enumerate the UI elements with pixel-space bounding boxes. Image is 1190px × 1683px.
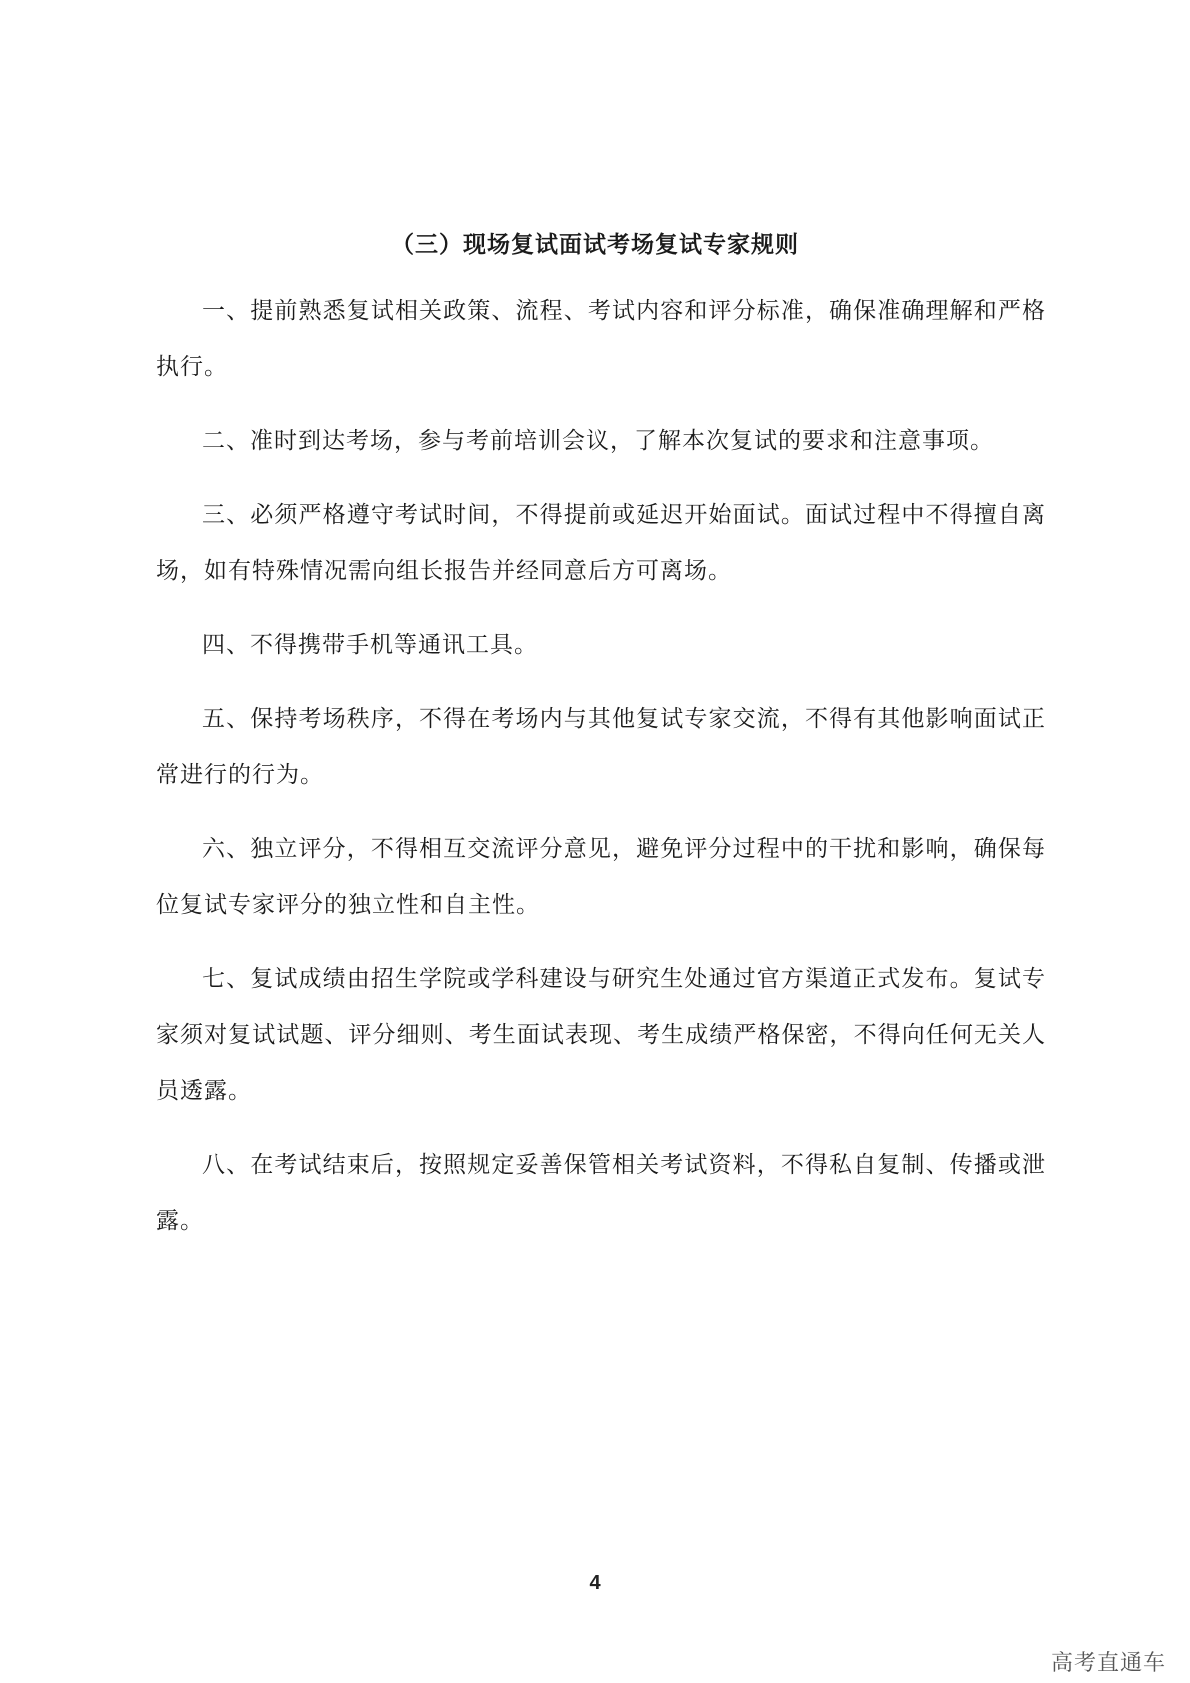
rule-paragraph-8: 八、在考试结束后，按照规定妥善保管相关考试资料，不得私自复制、传播或泄露。 [156, 1152, 1046, 1234]
rules-list [156, 283, 1046, 1267]
rule-paragraph-2: 二、准时到达考场，参与考前培训会议，了解本次复试的要求和注意事项。 [202, 428, 994, 454]
rule-paragraph-6: 六、独立评分，不得相互交流评分意见，避免评分过程中的干扰和影响，确保每位复试专家评分的独立性和自主性。 [156, 836, 1046, 918]
rule-paragraph-4: 四、不得携带手机等通讯工具。 [202, 632, 538, 658]
rule-paragraph-3: 三、必须严格遵守考试时间，不得提前或延迟开始面试。面试过程中不得擅自离场，如有特殊情况需向组长报告并经同意后方可离场。 [156, 502, 1046, 584]
page-number: 4 [589, 1572, 601, 1594]
rule-paragraph-7: 七、复试成绩由招生学院或学科建设与研究生处通过官方渠道正式发布。复试专家须对复试试题、评分细则、考生面试表现、考生成绩严格保密，不得向任何无关人员透露。 [156, 966, 1046, 1104]
rule-paragraph-5: 五、保持考场秩序，不得在考场内与其他复试专家交流，不得有其他影响面试正常进行的行为。 [156, 706, 1046, 788]
section-title: （三）现场复试面试考场复试专家规则 [391, 231, 799, 258]
rule-paragraph-1: 一、提前熟悉复试相关政策、流程、考试内容和评分标准，确保准确理解和严格执行。 [156, 298, 1046, 380]
watermark-text: 高考直通车 [1050, 1651, 1166, 1676]
